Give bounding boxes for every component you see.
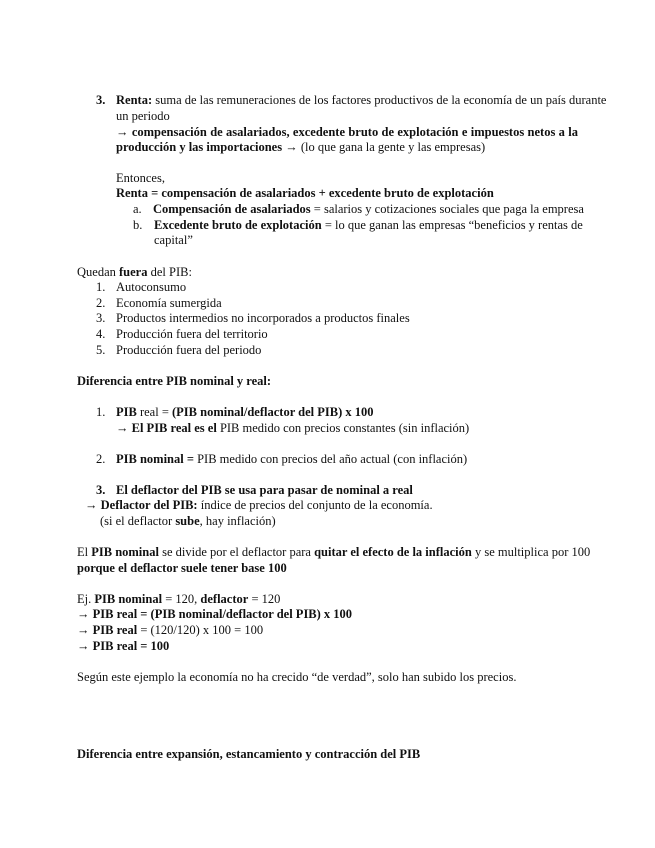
section-heading-expansion: Diferencia entre expansión, estancamiento y contracción del PIB: [77, 747, 421, 761]
fuera-item-2: 2. Economía sumergida: [96, 296, 222, 310]
renta-arrow-line-2: producción y las importaciones → (lo que gana la gente y las empresas): [116, 140, 486, 154]
renta-arrow-line-1: → compensación de asalariados, excedente bruto de explotación e impuestos netos a la: [116, 125, 578, 139]
renta-title: Renta:: [116, 93, 153, 107]
ejemplo-line-4: → PIB real = 100: [77, 639, 170, 653]
renta-item-b: b.: [133, 218, 143, 232]
section-heading-nominal-real: Diferencia entre PIB nominal y real:: [77, 374, 272, 388]
ejemplo-line-3: → PIB real = (120/120) x 100 = 100: [77, 623, 264, 637]
renta-item-a: a. Compensación de asalariados = salarios y cotizaciones sociales que paga la empresa: [133, 202, 584, 216]
diferencia-item-2: 2. PIB nominal = PIB medido con precios del año actual (con inflación): [96, 452, 468, 466]
renta-line-2: un periodo: [116, 109, 170, 123]
deflactor-note: (si el deflactor sube, hay inflación): [100, 514, 276, 528]
explicacion-line-1: El PIB nominal se divide por el deflactor para quitar el efecto de la inflación y se multiplica por 100: [77, 545, 591, 559]
ejemplo-line-1: Ej. PIB nominal = 120, deflactor = 120: [77, 592, 281, 606]
fuera-item-1: 1. Autoconsumo: [96, 280, 187, 294]
renta-item-b-text: Excedente bruto de explotación = lo que ganan las empresas “beneficios y rentas de: [154, 218, 583, 232]
conclusion-text: Según este ejemplo la economía no ha crecido “de verdad”, solo han subido los precios.: [77, 670, 517, 684]
renta-formula: Renta = compensación de asalariados + excedente bruto de explotación: [116, 186, 494, 200]
entonces-text: Entonces,: [116, 171, 165, 185]
fuera-item-5: 5. Producción fuera del periodo: [96, 343, 262, 357]
fuera-intro: Quedan fuera del PIB:: [77, 265, 192, 279]
diferencia-item-3: 3. El deflactor del PIB se usa para pasar de nominal a real: [96, 483, 413, 497]
explicacion-line-2: porque el deflactor suele tener base 100: [77, 561, 287, 575]
fuera-item-4: 4. Producción fuera del territorio: [96, 327, 268, 341]
diferencia-item-1: 1. PIB real = (PIB nominal/deflactor del PIB) x 100: [96, 405, 374, 419]
renta-line-1: 3. Renta: suma de las remuneraciones de los factores productivos de la economía de un país durante: [96, 93, 607, 107]
renta-item-b-cont: capital”: [154, 233, 193, 247]
fuera-item-3: 3. Productos intermedios no incorporados a productos finales: [96, 311, 410, 325]
ejemplo-line-2: → PIB real = (PIB nominal/deflactor del PIB) x 100: [77, 607, 353, 621]
deflactor-definition: → Deflactor del PIB: índice de precios del conjunto de la economía.: [85, 498, 433, 512]
diferencia-item-1-sub: → El PIB real es el PIB medido con precios constantes (sin inflación): [116, 421, 470, 435]
